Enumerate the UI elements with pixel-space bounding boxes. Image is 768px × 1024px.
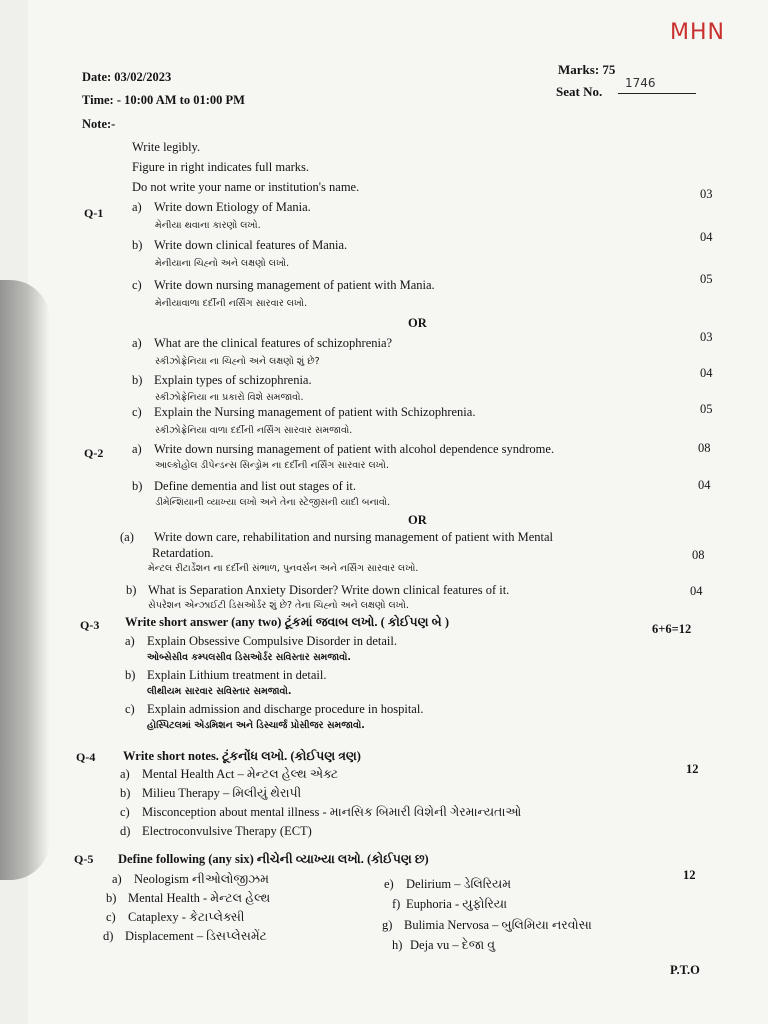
q5d-text: d) Displacement – ડિસપ્લેસમેંટ — [103, 929, 267, 943]
q2-number: Q-2 — [84, 446, 104, 460]
q3c-text: c) Explain admission and discharge procedure in hospital. — [125, 702, 424, 716]
total-marks: Marks: 75 — [558, 62, 616, 77]
q5c-text: c) Cataplexy - કેટાપ્લેક્સી — [106, 910, 245, 924]
q3-marks: 6+6=12 — [652, 622, 692, 636]
q1b-gujarati: મેનીયાના ચિહ્નો અને લક્ષણો લખો. — [155, 258, 290, 269]
or-2: OR — [408, 513, 427, 527]
q2alt-b-gujarati: સેપરેશન એન્ઝાઈટી ડિસઓર્ડર શું છે? તેના ચિહ્નો અને લક્ષણો લખો. — [148, 600, 409, 611]
q1alt-b-marks: 04 — [700, 366, 713, 380]
q1b-marks: 04 — [700, 230, 713, 244]
q5a-text: a) Neologism નીઓલોજીઝમ — [112, 872, 269, 886]
q2b-marks: 04 — [698, 478, 711, 492]
q3a-text: a) Explain Obsessive Compulsive Disorder in detail. — [125, 634, 397, 648]
q2a-text: a) Write down nursing management of patient with alcohol dependence syndrome. — [132, 442, 555, 456]
q2a-gujarati: આલ્કોહોલ ડીપેન્ડન્સ સિન્ડ્રોમ ના દર્દીની નર્સિંગ સારવાર લખો. — [155, 460, 389, 471]
q1a-marks: 03 — [700, 187, 713, 201]
q3a-gujarati: ઓબ્સેસીવ કમ્પલસીવ ડિસઓર્ડર સવિસ્તાર સમજાવો. — [147, 652, 352, 663]
q2b-gujarati: ડીમેન્શિયાની વ્યાખ્યા લખો અને તેના સ્ટેજીસની યાદી બનાવો. — [155, 497, 391, 508]
q1b-text: b) Write down clinical features of Mania. — [132, 238, 348, 252]
q5b-text: b) Mental Health - મેન્ટલ હેલ્થ — [106, 891, 271, 905]
q2alt-b-text: b) What is Separation Anxiety Disorder? Write down clinical features of it. — [126, 583, 510, 597]
or-1: OR — [408, 316, 427, 330]
q1alt-a-gujarati: સ્કીઝોફ્રેનિયા ના ચિહ્નો અને લક્ષણો શું છે? — [155, 356, 320, 367]
q2a-marks: 08 — [698, 441, 711, 455]
q1c-marks: 05 — [700, 272, 713, 286]
q5f-text: f) Euphoria - યુફોરિયા — [392, 897, 508, 911]
note-2: Figure in right indicates full marks. — [132, 160, 310, 174]
q1alt-a-text: a) What are the clinical features of schizophrenia? — [132, 336, 393, 350]
q3-number: Q-3 — [80, 618, 100, 632]
q4d-text: d) Electroconvulsive Therapy (ECT) — [120, 824, 312, 838]
q1-number: Q-1 — [84, 206, 104, 220]
q5-number: Q-5 — [74, 852, 94, 866]
q2alt-a-marks: 08 — [692, 548, 705, 562]
exam-date: Date: 03/02/2023 — [82, 70, 172, 84]
pto-label: P.T.O — [670, 963, 700, 977]
q1alt-c-gujarati: સ્કીઝોફ્રેનિયા વાળા દર્દીની નર્સિંગ સારવાર સમજાવો. — [155, 425, 353, 436]
q2alt-a-text: (a) Write down care, rehabilitation and nursing management of patient with Mental — [120, 530, 554, 544]
q5-heading: Define following (any six) નીચેની વ્યાખ્યા લખો. (કોઈપણ છ) — [118, 852, 429, 866]
q2b-text: b) Define dementia and list out stages of it. — [132, 479, 357, 493]
q5-marks: 12 — [683, 868, 696, 882]
q5e-text: e) Delirium – ડેલિરિયમ — [384, 877, 512, 891]
q1c-gujarati: મેનીયાવાળા દર્દીની નર્સિંગ સારવાર લખો. — [155, 298, 308, 309]
note-heading: Note:- — [82, 117, 116, 131]
seat-no-label: Seat No. — [556, 84, 603, 99]
q3c-gujarati: હોસ્પિટલમાં એડમિશન અને ડિસ્ચાર્જ પ્રોસીજર સમજાવો. — [147, 720, 365, 731]
note-1: Write legibly. — [132, 140, 201, 154]
q1c-text: c) Write down nursing management of patient with Mania. — [132, 278, 435, 292]
q4-number: Q-4 — [76, 750, 96, 764]
q4b-text: b) Milieu Therapy – મિલીયું થેરાપી — [120, 786, 302, 800]
q1a-text: a) Write down Etiology of Mania. — [132, 200, 311, 214]
exam-time: Time: - 10:00 AM to 01:00 PM — [82, 93, 245, 107]
finger-shadow — [0, 280, 50, 880]
q3b-text: b) Explain Lithium treatment in detail. — [125, 668, 327, 682]
q1alt-b-gujarati: સ્કીઝોફ્રેનિયા ના પ્રકારો વિશે સમજાવો. — [155, 392, 304, 403]
note-3: Do not write your name or institution's name. — [132, 180, 360, 194]
q1a-gujarati: મેનીયા થવાના કારણો લખો. — [155, 220, 261, 231]
q3b-gujarati: લીથીયમ સારવાર સવિસ્તાર સમજાવો. — [147, 686, 292, 697]
seat-no-line — [618, 93, 696, 94]
q1alt-b-text: b) Explain types of schizophrenia. — [132, 373, 312, 387]
q1alt-c-text: c) Explain the Nursing management of patient with Schizophrenia. — [132, 405, 476, 419]
q5g-text: g) Bulimia Nervosa – બુલિમિયા નરવોસા — [382, 918, 592, 932]
q4a-text: a) Mental Health Act – મેન્ટલ હેલ્થ એક્ટ — [120, 767, 339, 781]
handwritten-initials: MHN — [670, 20, 725, 45]
q3-heading: Write short answer (any two) ટૂંકમાં જવાબ લખો. ( કોઈપણ બે ) — [125, 615, 449, 629]
q2alt-a-gujarati: મેન્ટલ રીટાર્ડેશન ના દર્દીની સંભાળ, પુનવર્સન અને નર્સિંગ સારવાર લખો. — [148, 563, 419, 574]
q4-heading: Write short notes. ટૂંકનોંધ લખો. (કોઈપણ ત્રણ) — [123, 749, 361, 763]
q5h-text: h) Deja vu – દેજા વુ — [392, 938, 496, 952]
q1alt-c-marks: 05 — [700, 402, 713, 416]
q4-marks: 12 — [686, 762, 699, 776]
q4c-text: c) Misconception about mental illness - માનસિક બિમારી વિશેની ગેરમાન્યતાઓ — [120, 805, 522, 819]
q1alt-a-marks: 03 — [700, 330, 713, 344]
q2alt-a-text-line2: Retardation. — [152, 546, 214, 560]
seat-no-value: 1746 — [625, 76, 656, 90]
q2alt-b-marks: 04 — [690, 584, 703, 598]
